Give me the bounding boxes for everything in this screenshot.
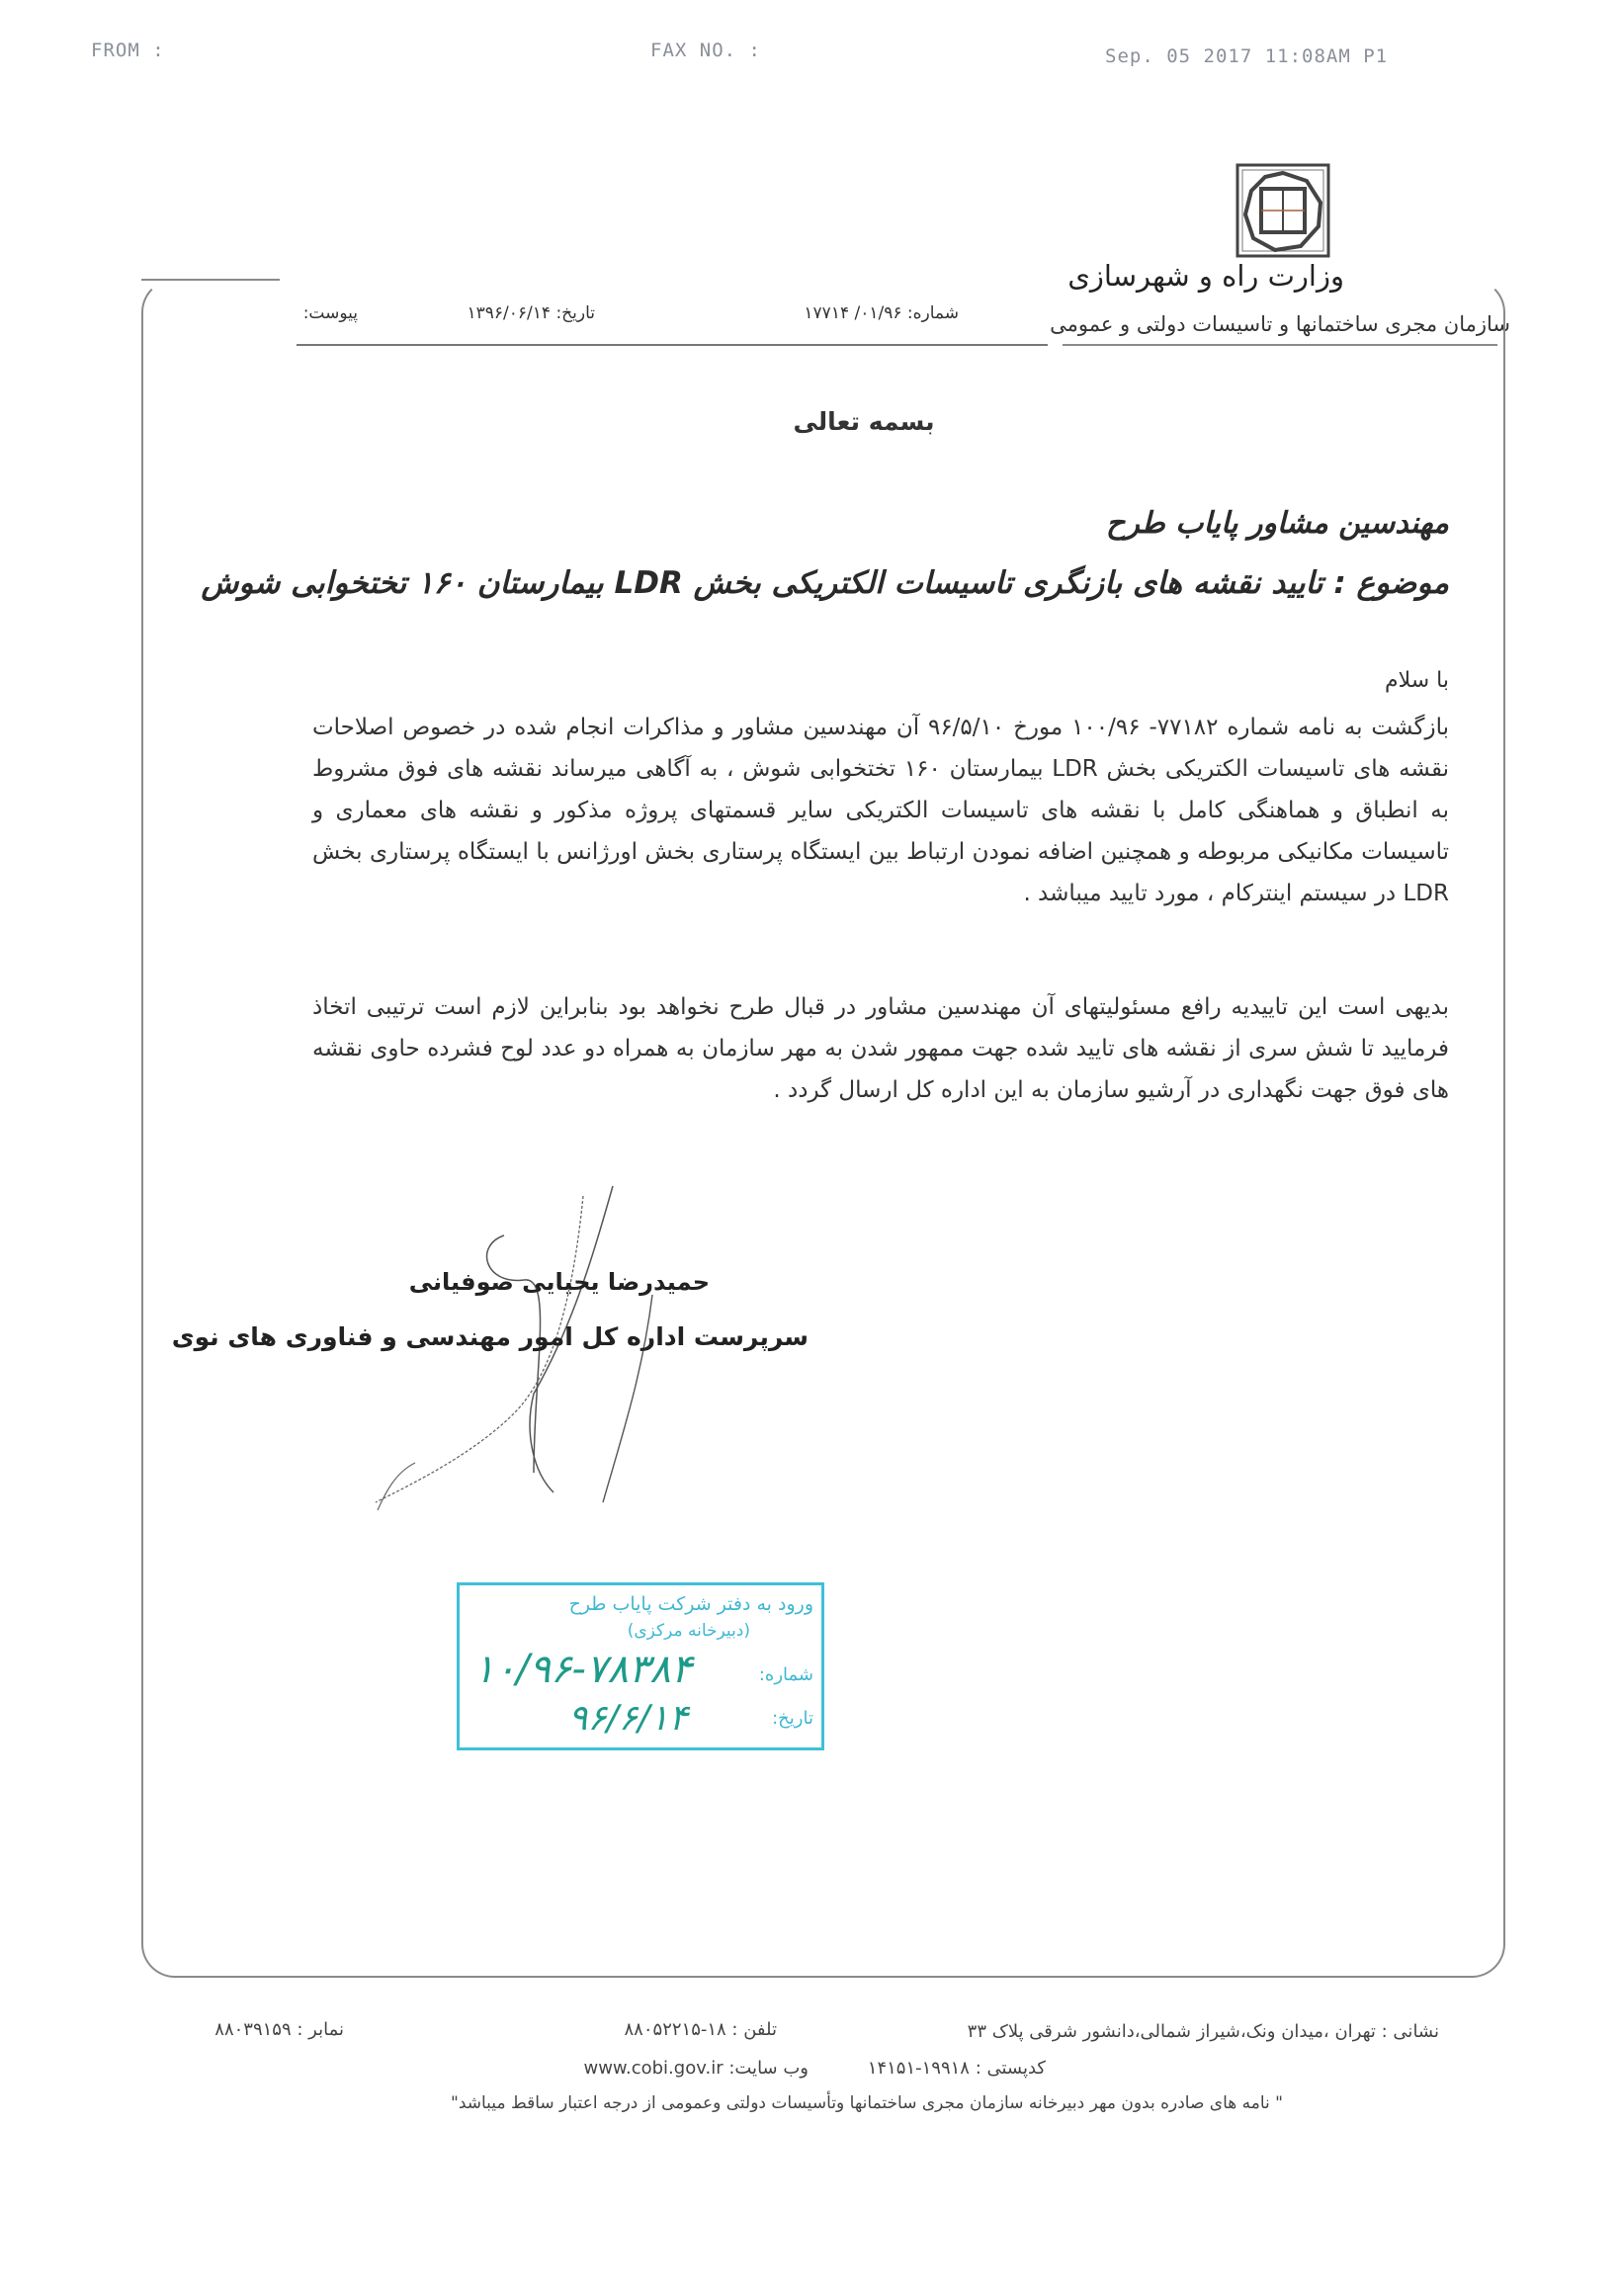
addressee: مهندسین مشاور پایاب طرح: [1105, 506, 1449, 541]
stamp-number-value: ۱۰/۹۶-۷۸۳۸۴: [473, 1647, 693, 1692]
body-paragraph-2: بدیهی است این تاییدیه رافع مسئولیتهای آن مهندسین مشاور در قبال طرح نخواهد بود بنابراین لازم است ترتیبی اتخاذ فرمایید تا شش سری از نقشه های تایید شده جهت ممهور شدن به مهر سازمان به همراه دو عدد لوح فشرده حاوی نقشه های فوق جهت نگهداری در آرشیو سازمان به این اداره کل ارسال گردد .: [312, 994, 1449, 1103]
ministry-name: وزارت راه و شهرسازی: [1067, 259, 1344, 293]
stamp-number-label: شماره:: [758, 1664, 813, 1685]
letter-number-value: ۰۱/۹۶/ ۱۷۷۱۴: [804, 303, 902, 323]
letter-date-value: ۱۳۹۶/۰۶/۱۴: [467, 303, 552, 323]
footer-address: نشانی : تهران ،میدان ونک،شیراز شمالی،دانشور شرقی پلاک ۳۳: [967, 2021, 1439, 2042]
receipt-stamp: [457, 1582, 824, 1750]
signatory-name: حمیدرضا یحیایی صوفیانی: [408, 1268, 710, 1296]
frame-top-left-edge: [141, 279, 280, 281]
footer-website[interactable]: وب سایت: www.cobi.gov.ir: [583, 2058, 809, 2079]
fax-number-label: FAX NO. :: [650, 40, 761, 61]
letter-date-label: تاریخ:: [555, 303, 595, 323]
footer-phone: تلفن : ۱۸-۸۸۰۵۲۲۱۵: [624, 2019, 777, 2040]
frame-top-right-edge: [1063, 344, 1497, 346]
subject-line: موضوع : تایید نقشه های بازنگری تاسیسات الکتریکی بخش LDR بیمارستان ۱۶۰ تختخوابی شوش: [201, 565, 1449, 601]
signatory-title: سرپرست اداره کل امور مهندسی و فناوری های نوی: [171, 1322, 809, 1351]
organization-name: سازمان مجری ساختمانها و تاسیسات دولتی و عمومی: [1050, 312, 1510, 336]
stamp-line-1: ورود به دفتر شرکت پایاب طرح: [568, 1593, 813, 1615]
body-paragraph-1: بازگشت به نامه شماره ۷۷۱۸۲- ۱۰۰/۹۶ مورخ ۹۶/۵/۱۰ آن مهندسین مشاور و مذاکرات انجام شده در خصوص اصلاحات نقشه های تاسیسات الکتریکی بخش LDR بیمارستان ۱۶۰ تختخوابی شوش ، به آگاهی میرساند نقشه های فوق مشروط به انطباق و هماهنگی کامل با نقشه های تاسیسات الکتریکی سایر قسمتهای پروژه مذکور و نقشه های معماری و تاسیسات مکانیکی مربوطه و همچنین اضافه نمودن ارتباط بین ایستگاه پرستاری بخش اورژانس با ایستگاه پرستاری بخش LDR در سیستم اینترکام ، مورد تایید میباشد .: [312, 715, 1449, 906]
fax-from-label: FROM :: [91, 40, 165, 61]
stamp-line-2: (دبیرخانه مرکزی): [627, 1621, 750, 1641]
stamp-date-label: تاریخ:: [772, 1708, 813, 1729]
invocation: بسمه تعالی: [793, 407, 935, 436]
stamp-date-value: ۹۶/۶/۱۴: [568, 1698, 688, 1739]
ministry-emblem-icon: [1236, 163, 1330, 258]
footer-fax: نمابر : ۸۸۰۳۹۱۵۹: [214, 2019, 344, 2040]
letter-number-label: شماره:: [906, 303, 959, 323]
footer-notice: " نامه های صادره بدون مهر دبیرخانه سازمان مجری ساختمانها وتأسیسات دولتی وعمومی از درجه اعتبار ساقط میباشد": [451, 2093, 1283, 2113]
fax-timestamp: Sep. 05 2017 11:08AM P1: [1105, 45, 1389, 67]
attachment-label: پیوست:: [302, 303, 358, 323]
footer-postal-code: کدپستی : ۱۹۹۱۸-۱۴۱۵۱: [867, 2058, 1046, 2079]
greeting: با سلام: [1384, 668, 1449, 693]
